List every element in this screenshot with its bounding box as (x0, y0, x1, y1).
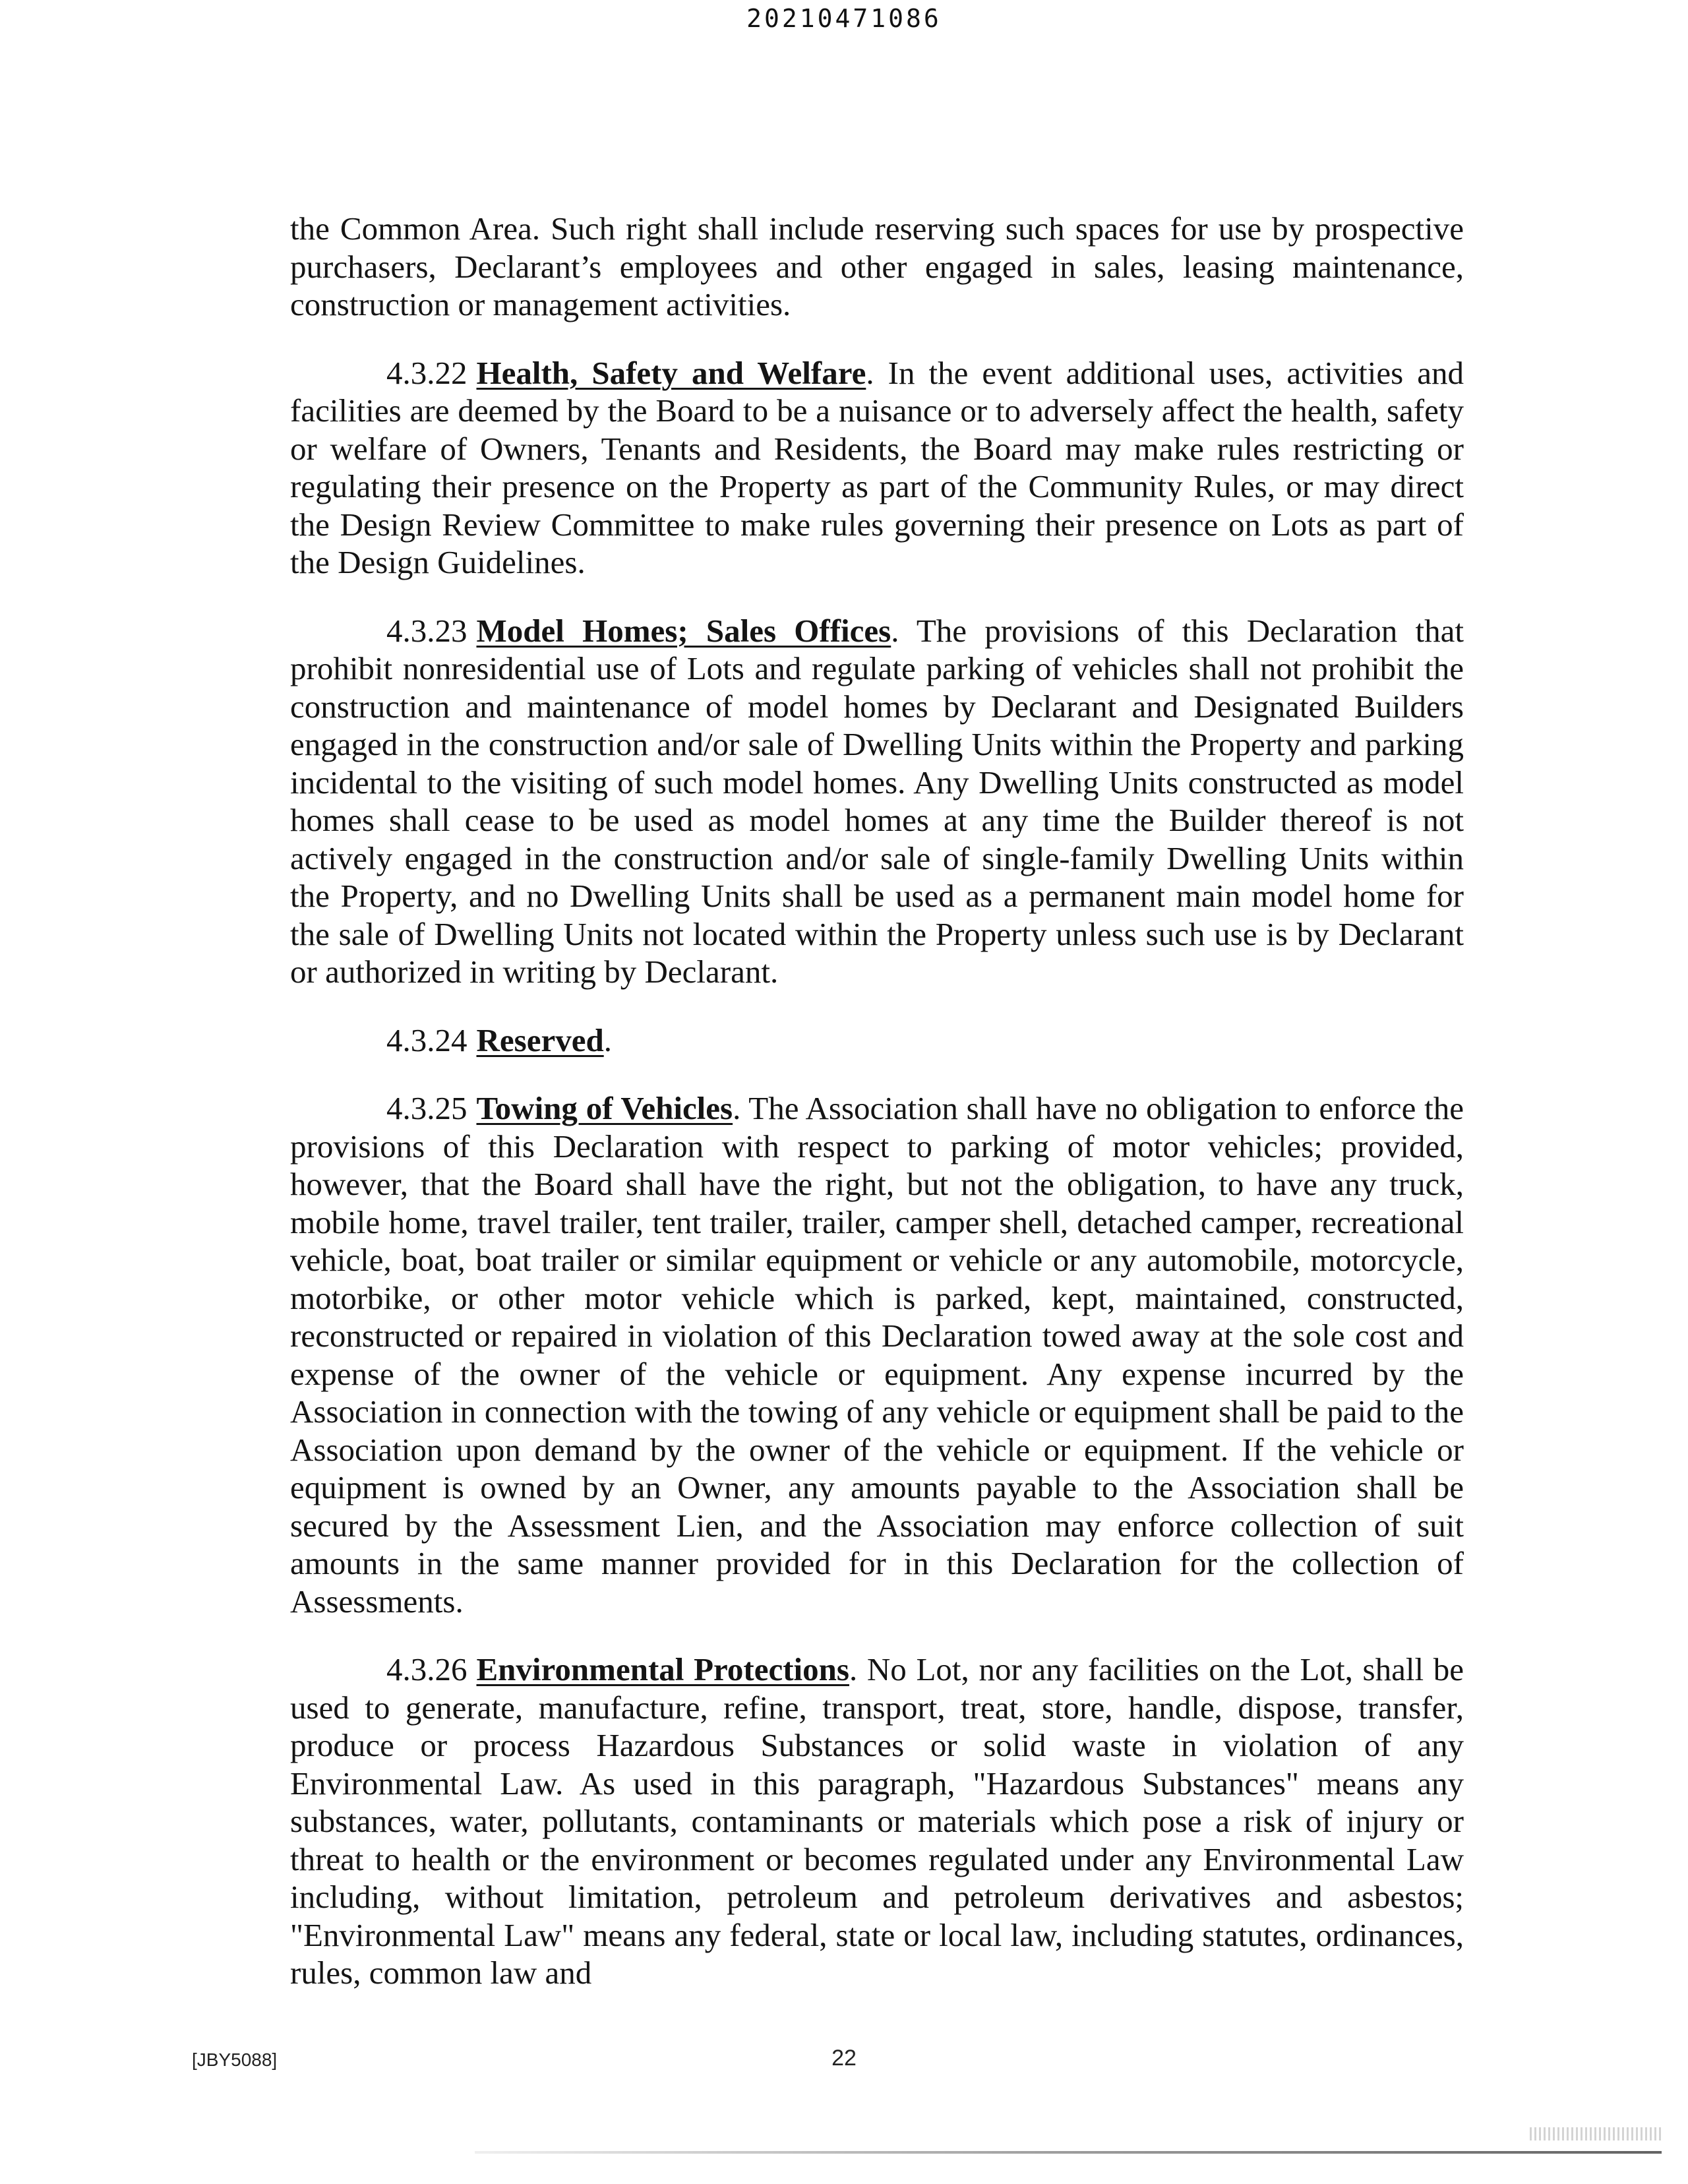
section-text: . The provisions of this Declaration that prohibit nonresidential use of Lots and regulate parking of vehicles shall not prohibit the construction and maintenance of model homes by Declarant and Designated Builders engaged in the construction and/or sale of Dwelling Units within the Property and parking incidental to the visiting of such model homes. Any Dwelling Units constructed as model homes shall cease to be used as model homes at any time the Builder thereof is not actively engaged in the construction and/or sale of single-family Dwelling Units within the Property, and no Dwelling Units shall be used as a permanent main model home for the sale of Dwelling Units not located within the Property unless such use is by Declarant or authorized in writing by Declarant. (290, 612, 1464, 990)
section-title: Towing of Vehicles (476, 1090, 733, 1126)
paragraph-text: the Common Area. Such right shall include reserving such spaces for use by prospective purchasers, Declarant’s employees and other engaged in sales, leasing maintenance, construction or management activities. (290, 210, 1464, 322)
section-number: 4.3.25 (386, 1090, 467, 1126)
section-4-3-23 (290, 612, 1464, 991)
section-text: . (603, 1021, 612, 1058)
section-text: . No Lot, nor any facilities on the Lot, shall be used to generate, manufacture, refine, transport, treat, store, handle, dispose, transfer, produce or process Hazardous Substances or solid waste in violation of any Environmental Law. As used in this paragraph, "Hazardous Substances" means any substances, water, pollutants, contaminants or materials which pose a risk of injury or threat to health or the environment or becomes regulated under any Environmental Law including, without limitation, petroleum and petroleum derivatives and asbestos; "Environmental Law" means any federal, state or local law, including statutes, ordinances, rules, common law and (290, 1651, 1464, 1991)
section-number: 4.3.23 (386, 612, 467, 649)
paragraph-continuation (290, 210, 1464, 324)
scan-edge-line (475, 2151, 1662, 2154)
section-4-3-24 (290, 1021, 1464, 1060)
section-title: Model Homes; Sales Offices (476, 612, 891, 649)
section-4-3-25 (290, 1089, 1464, 1620)
section-number: 4.3.22 (386, 354, 467, 391)
section-number: 4.3.26 (386, 1651, 467, 1687)
section-4-3-26 (290, 1651, 1464, 1992)
document-number: 20210471086 (746, 4, 942, 33)
document-body (290, 210, 1464, 2022)
section-text: . In the event additional uses, activities and facilities are deemed by the Board to be a nuisance or to adversely affect the health, safety or welfare of Owners, Tenants and Residents, the Board may make rules restricting or regulating their presence on the Property as part of the Community Rules, or may direct the Design Review Committee to make rules governing their presence on Lots as part of the Design Guidelines. (290, 354, 1464, 580)
section-title: Health, Safety and Welfare (476, 354, 866, 391)
section-4-3-22 (290, 354, 1464, 582)
section-title: Environmental Protections (476, 1651, 849, 1687)
document-reference: [JBY5088] (192, 2049, 278, 2070)
section-text: . The Association shall have no obligation to enforce the provisions of this Declaration with respect to parking of motor vehicles; provided, however, that the Board shall have the right, but not the obligation, to have any truck, mobile home, travel trailer, tent trailer, trailer, camper shell, detached camper, recreational vehicle, boat, boat trailer or similar equipment or vehicle or any automobile, motorcycle, motorbike, or other motor vehicle which is parked, kept, maintained, constructed, reconstructed or repaired in violation of this Declaration towed away at the sole cost and expense of the owner of the vehicle or equipment. Any expense incurred by the Association in connection with the towing of any vehicle or equipment shall be paid to the Association upon demand by the owner of the vehicle or equipment. If the vehicle or equipment is owned by an Owner, any amounts payable to the Association shall be secured by the Assessment Lien, and the Association may enforce collection of suit amounts in the same manner provided for in this Declaration for the collection of Assessments. (290, 1090, 1464, 1620)
scan-artifact (1530, 2127, 1662, 2140)
page-number: 22 (831, 2046, 857, 2071)
section-number: 4.3.24 (386, 1021, 467, 1058)
section-title: Reserved (476, 1021, 604, 1058)
